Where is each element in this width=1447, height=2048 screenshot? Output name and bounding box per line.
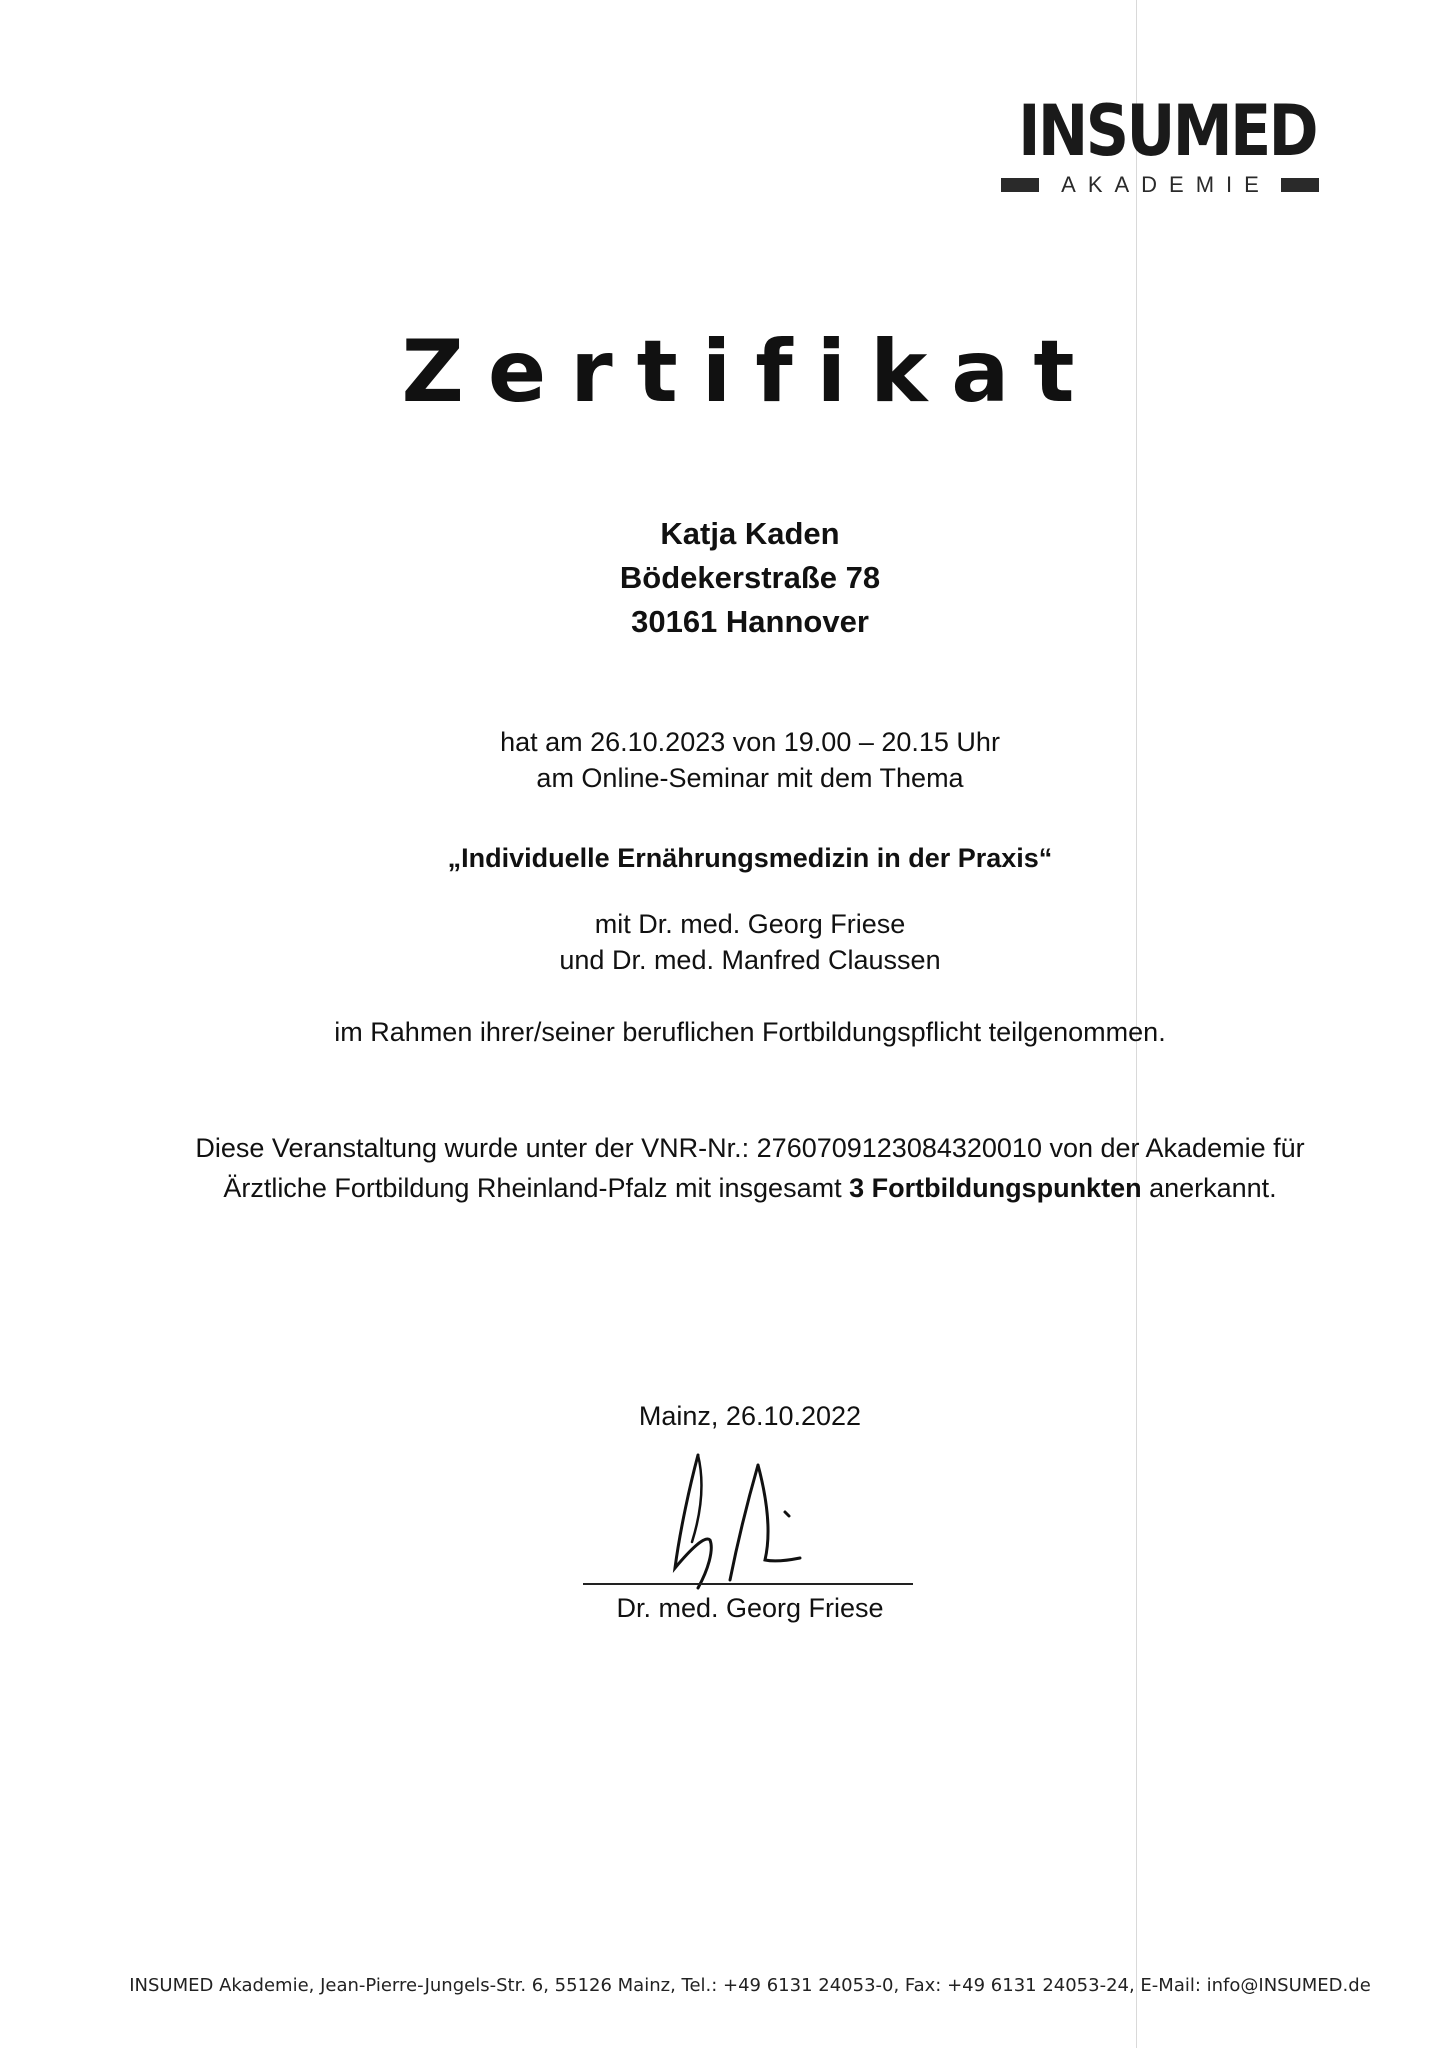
signer-name: Dr. med. Georg Friese (616, 1593, 884, 1623)
place-and-date: Mainz, 26.10.2022 (638, 1401, 862, 1431)
recipient-block (0, 512, 1447, 644)
logo-bar-left (1001, 178, 1039, 192)
footer-contact: INSUMED Akademie, Jean-Pierre-Jungels-Str. 6, 55126 Mainz, Tel.: +49 6131 24053-0, Fax: +49 6131 24053-24, E-Mail: info@INSUMED.de (129, 1975, 1371, 1996)
handwritten-signature (580, 1440, 920, 1590)
credit-points: 3 Fortbildungspunkten (849, 1173, 1142, 1203)
recognition-line-2 (100, 1168, 1400, 1208)
insumed-logo (995, 90, 1325, 198)
logo-subtitle: AKADEMIE (1061, 172, 1271, 197)
recipient-street: Bödekerstraße 78 (619, 560, 881, 595)
logo-bar-right (1281, 178, 1319, 192)
recognition-line-2-start: Ärztliche Fortbildung Rheinland-Pfalz mit insgesamt (223, 1173, 850, 1203)
logo-subline (995, 172, 1325, 198)
participation-statement: im Rahmen ihrer/seiner beruflichen Fortbildungspflicht teilgenommen. (334, 1017, 1166, 1047)
seminar-topic: „Individuelle Ernährungsmedizin in der Praxis“ (447, 843, 1053, 873)
signature-line (583, 1583, 913, 1585)
event-intro (0, 724, 1447, 796)
recognition-line-2-end: anerkannt. (1141, 1173, 1277, 1203)
recognition-line-1: Diese Veranstaltung wurde unter der VNR-Nr.: 2760709123084320010 von der Akademie für (195, 1133, 1305, 1163)
certificate-title: Zertifikat (401, 322, 1099, 422)
event-type-line: am Online-Seminar mit dem Thema (536, 763, 964, 793)
recognition-statement (100, 1128, 1400, 1208)
recipient-city: 30161 Hannover (631, 604, 869, 639)
logo-wordmark: INSUMED (1018, 90, 1317, 172)
speaker-2: und Dr. med. Manfred Claussen (559, 945, 941, 975)
event-date-line: hat am 26.10.2023 von 19.00 – 20.15 Uhr (500, 727, 1000, 757)
speaker-1: mit Dr. med. Georg Friese (594, 909, 906, 939)
recipient-name: Katja Kaden (660, 516, 840, 551)
speakers-block (0, 906, 1447, 978)
